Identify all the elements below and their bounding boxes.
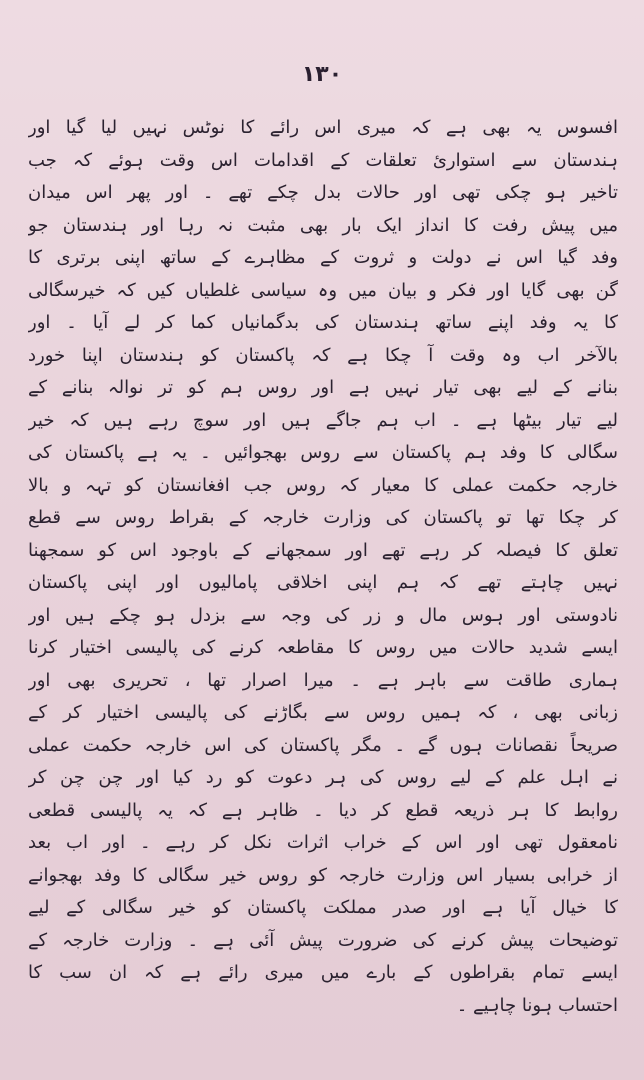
page-number: ۱۳۰ [301,62,343,87]
text-line: وفد گیا اس نے دولت و ثروت کے مظاہرے کے ساتھ اپنی برتری کا [28,247,618,268]
text-line: ایسے تمام بقراطوں کے بارے میں میری رائے ہے کہ ان سب کا [28,962,618,983]
text-line: ایسے شدید حالات میں روس کا مقاطعہ کرنے کی پالیسی اختیار کرنا [28,637,618,658]
text-line: بنانے کے لیے بھی تیار نہیں ہے اور روس ہم کو تر نوالہ بنانے کے [28,377,618,398]
text-line: کا خیال آیا ہے اور صدر مملکت پاکستان کو خیر سگالی کے لیے [28,897,618,918]
text-line: نامعقول تھی اور اس کے خراب اثرات نکل کر رہے ۔ اور اب بعد [28,832,618,853]
text-line: از خرابی بسیار اس وزارت خارجہ کو روس خیر سگالی کا وفد بھجوانے [28,864,618,886]
text-line: صریحاً نقصانات ہوں گے ۔ مگر پاکستان کی اس خارجہ حکمت عملی [28,734,618,756]
text-line: بالآخر اب وہ وقت آ چکا ہے کہ پاکستان کو ہندستان اپنا خورد [28,344,618,366]
text-line: روابط کا ہر ذریعہ قطع کر دیا ۔ ظاہر ہے کہ یہ پالیسی قطعی [28,799,618,821]
text-line: نے اہل علم کے لیے روس کی ہر دعوت کو رد کیا اور چن چن کر [28,767,618,788]
text-line: توضیحات پیش کرنے کی ضرورت پیش آئی ہے ۔ وزارت خارجہ کے [28,929,618,951]
text-line: خارجہ حکمت عملی کا معیار کہ روس جب افغانستان کو تہہ و بالا [28,474,618,496]
text-line: زبانی بھی ، کہ ہمیں روس سے بگاڑنے کی پالیسی اختیار کر کے [28,702,618,723]
text-line: ہماری طاقت سے باہر ہے ۔ میرا اصرار تھا ، تحریری بھی اور [28,669,618,691]
text-line: سگالی کا وفد ہم پاکستان سے روس بھجوائیں ۔ یہ ہے پاکستان کی [28,442,618,463]
text-line: افسوس یہ بھی ہے کہ میری اس رائے کا نوٹس نہیں لیا گیا اور [28,117,618,138]
text-line: کر چکا تھا تو پاکستان کی وزارت خارجہ کے بقراط روس سے قطع [28,507,618,528]
body-text [28,112,618,1022]
text-line: ہندستان سے استواریٔ تعلقات کے اقدامات اس وقت ہوئے کہ جب [28,149,618,171]
text-line: لیے تیار بیٹھا ہے ۔ اب ہم جاگے ہیں اور سوچ رہے ہیں کہ خیر [28,409,618,431]
text-line: تعلق کا فیصلہ کر رہے تھے اور سمجھانے کے باوجود اس کو سمجھنا [28,539,618,561]
text-line: نادوستی اور ہوس مال و زر کی وجہ سے بزدل ہو چکے ہیں اور [28,604,618,626]
text-line: میں پیش رفت کا انداز ایک بار بھی مثبت نہ رہا اور ہندستان جو [28,214,618,236]
text-line-last: احتساب ہونا چاہیے ۔ [456,994,618,1016]
text-line: گن بھی گایا اور فکر و بیان میں وہ سیاسی غلطیاں کیں کہ خیرسگالی [28,279,618,301]
text-line: تاخیر ہو چکی تھی اور حالات بدل چکے تھے ۔ اور پھر اس میدان [28,182,618,203]
text-line: کا یہ وفد اپنے ساتھ ہندستان کی بدگمانیاں کما کر لے آیا ۔ اور [28,312,618,333]
text-line: نہیں چاہتے تھے کہ ہم اپنی اخلاقی پامالیوں اور اپنی پاکستان [28,572,618,593]
